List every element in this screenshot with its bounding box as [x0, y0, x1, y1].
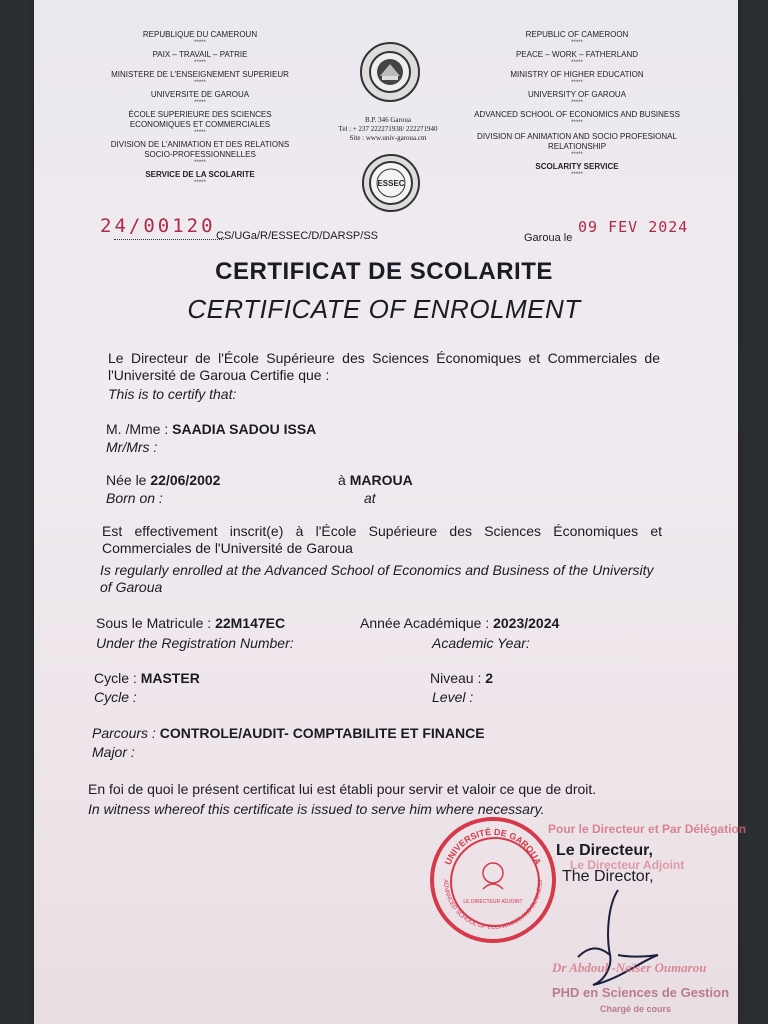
- header-fr-line: DIVISION DE L'ANIMATION ET DES RELATIONS SOCIO-PROFESSIONNELLES: [110, 140, 290, 159]
- matricule-value: 22M147EC: [215, 615, 286, 631]
- major-value: CONTROLE/AUDIT- COMPTABILITE ET FINANCE: [159, 725, 485, 741]
- stamp-outer-text: UNIVERSITÉ DE GAROUA: [442, 826, 544, 867]
- university-seal-graphic: [368, 50, 412, 94]
- enrolled-en: Is regularly enrolled at the Advanced School of Economics and Business of the University of Garoua: [100, 562, 654, 595]
- essec-seal-graphic: [368, 160, 414, 206]
- header-english: [472, 30, 682, 178]
- closing-fr: En foi de quoi le présent certificat lui est établi pour servir et valoir ce que de droit.: [88, 781, 597, 797]
- header-fr-line: MINISTERE DE L'ENSEIGNEMENT SUPERIEUR: [111, 70, 289, 79]
- university-seal-icon: [360, 42, 420, 102]
- separator-stars: *****: [571, 100, 583, 106]
- birth-label-en: Born on :: [106, 490, 163, 506]
- website: Site : www.univ-garoua.cm: [349, 134, 427, 142]
- matricule-row: [96, 615, 285, 632]
- separator-stars: *****: [194, 60, 206, 66]
- matricule-label-fr: Sous le Matricule :: [96, 615, 212, 631]
- signer-credential: PHD en Sciences de Gestion: [552, 985, 730, 1000]
- director-signature: [548, 885, 698, 995]
- handwritten-reference-number: 24/00120: [100, 215, 216, 237]
- header-en-line: UNIVERSITY OF GAROUA: [527, 90, 627, 99]
- deputy-text: Le Directeur Adjoint: [570, 858, 685, 872]
- birth-date-row: [106, 472, 220, 489]
- header-fr-line: UNIVERSITE DE GAROUA: [150, 90, 250, 99]
- certificate-title-en: CERTIFICATE OF ENROLMENT: [187, 294, 581, 324]
- separator-stars: *****: [571, 60, 583, 66]
- year-label-fr: Année Académique :: [360, 615, 490, 631]
- telephone: Tel : + 237 222271938/ 222271940: [338, 125, 438, 133]
- header-fr-line: PAIX – TRAVAIL – PATRIE: [152, 50, 248, 59]
- reference-underline: [114, 239, 224, 240]
- header-en-line: PEACE – WORK – FATHERLAND: [515, 50, 639, 59]
- signer-name: Dr Abdoul -Naïser Oumarou: [552, 960, 707, 975]
- name-label-en: Mr/Mrs :: [106, 439, 158, 455]
- header-fr-line: SERVICE DE LA SCOLARITE: [145, 170, 255, 179]
- place-label-fr: à: [338, 472, 346, 488]
- enrolled-fr: Est effectivement inscrit(e) à l'École Supérieure des Sciences Économiques et Commerciales de l'Université de Garoua: [102, 523, 662, 556]
- reference-suffix: CS/UGa/R/ESSEC/D/DARSP/SS: [216, 230, 378, 242]
- cycle-label-fr: Cycle :: [94, 670, 137, 686]
- intro-en: This is to certify that:: [108, 386, 237, 402]
- cycle-label-en: Cycle :: [94, 689, 137, 705]
- separator-stars: *****: [571, 40, 583, 46]
- official-stamp-icon: [430, 817, 556, 943]
- birth-label-fr: Née le: [106, 472, 147, 488]
- separator-stars: *****: [194, 80, 206, 86]
- header-en-line: REPUBLIC OF CAMEROON: [525, 30, 629, 39]
- year-label-en: Academic Year:: [432, 635, 530, 651]
- separator-stars: *****: [194, 40, 206, 46]
- stamp-school-text: ADVANCED SCHOOL OF ECONOMICS AND BUSINESS: [441, 879, 545, 931]
- birth-place: MAROUA: [349, 472, 413, 488]
- header-fr-line: ÉCOLE SUPERIEURE DES SCIENCES ECONOMIQUES ET COMMERCIALES: [128, 110, 272, 129]
- separator-stars: *****: [571, 120, 583, 126]
- header-en-line: MINISTRY OF HIGHER EDUCATION: [510, 70, 644, 79]
- major-label-en: Major :: [92, 744, 135, 760]
- level-label-en: Level :: [432, 689, 474, 705]
- delegation-text: Pour le Directeur et Par Délégation: [548, 822, 747, 836]
- signer-role: Chargé de cours: [600, 1004, 672, 1014]
- separator-stars: *****: [571, 80, 583, 86]
- separator-stars: *****: [571, 152, 583, 158]
- header-french: [100, 30, 300, 186]
- header-fr-line: REPUBLIQUE DU CAMEROUN: [142, 30, 258, 39]
- separator-stars: *****: [571, 172, 583, 178]
- svg-text:ADVANCED SCHOOL OF ECONOMICS A: [442, 879, 544, 931]
- director-title-fr: Le Directeur,: [556, 842, 653, 859]
- stamp-graphic: [434, 821, 552, 939]
- level-row: [430, 670, 493, 687]
- contact-block: [318, 116, 458, 143]
- birth-place-row: [338, 472, 413, 489]
- matricule-label-en: Under the Registration Number:: [96, 635, 294, 651]
- name-label-fr: M. /Mme :: [106, 421, 169, 437]
- birth-date: 22/06/2002: [150, 472, 221, 488]
- major-row: [92, 725, 485, 742]
- postal-box: B.P. 346 Garoua: [365, 116, 411, 124]
- name-row: [106, 421, 316, 438]
- header-en-line: DIVISION OF ANIMATION AND SOCIO PROFESIONAL RELATIONSHIP: [477, 132, 677, 151]
- academic-year-row: [360, 615, 559, 632]
- closing-en: In witness whereof this certificate is issued to serve him where necessary.: [88, 801, 545, 817]
- separator-stars: *****: [194, 130, 206, 136]
- academic-year: 2023/2024: [493, 615, 560, 631]
- student-name: SAADIA SADOU ISSA: [172, 421, 317, 437]
- place-label-en: at: [364, 490, 376, 506]
- header-en-line: ADVANCED SCHOOL OF ECONOMICS AND BUSINESS: [474, 110, 680, 119]
- separator-stars: *****: [194, 180, 206, 186]
- essec-seal-icon: [362, 154, 420, 212]
- separator-stars: *****: [194, 160, 206, 166]
- intro-fr: Le Directeur de l'École Supérieure des Sciences Économiques et Commerciales de l'Université de Garoua Certifie que :: [108, 350, 660, 383]
- level-value: 2: [485, 670, 494, 686]
- handwritten-date: 09 FEV 2024: [578, 218, 689, 236]
- cycle-row: [94, 670, 200, 687]
- cycle-value: MASTER: [140, 670, 200, 686]
- stamp-inner-text: LE DIRECTEUR ADJOINT: [463, 899, 523, 905]
- certificate-title-fr: CERTIFICAT DE SCOLARITE: [215, 258, 553, 285]
- date-label: Garoua le: [524, 232, 573, 244]
- director-title-en: The Director,: [562, 868, 654, 885]
- level-label-fr: Niveau :: [430, 670, 482, 686]
- essec-label: ESSEC: [377, 179, 405, 188]
- major-label-fr: Parcours :: [92, 725, 156, 741]
- separator-stars: *****: [194, 100, 206, 106]
- header-en-line: SCOLARITY SERVICE: [535, 162, 619, 171]
- svg-text:UNIVERSITÉ DE GAROUA: [443, 827, 543, 867]
